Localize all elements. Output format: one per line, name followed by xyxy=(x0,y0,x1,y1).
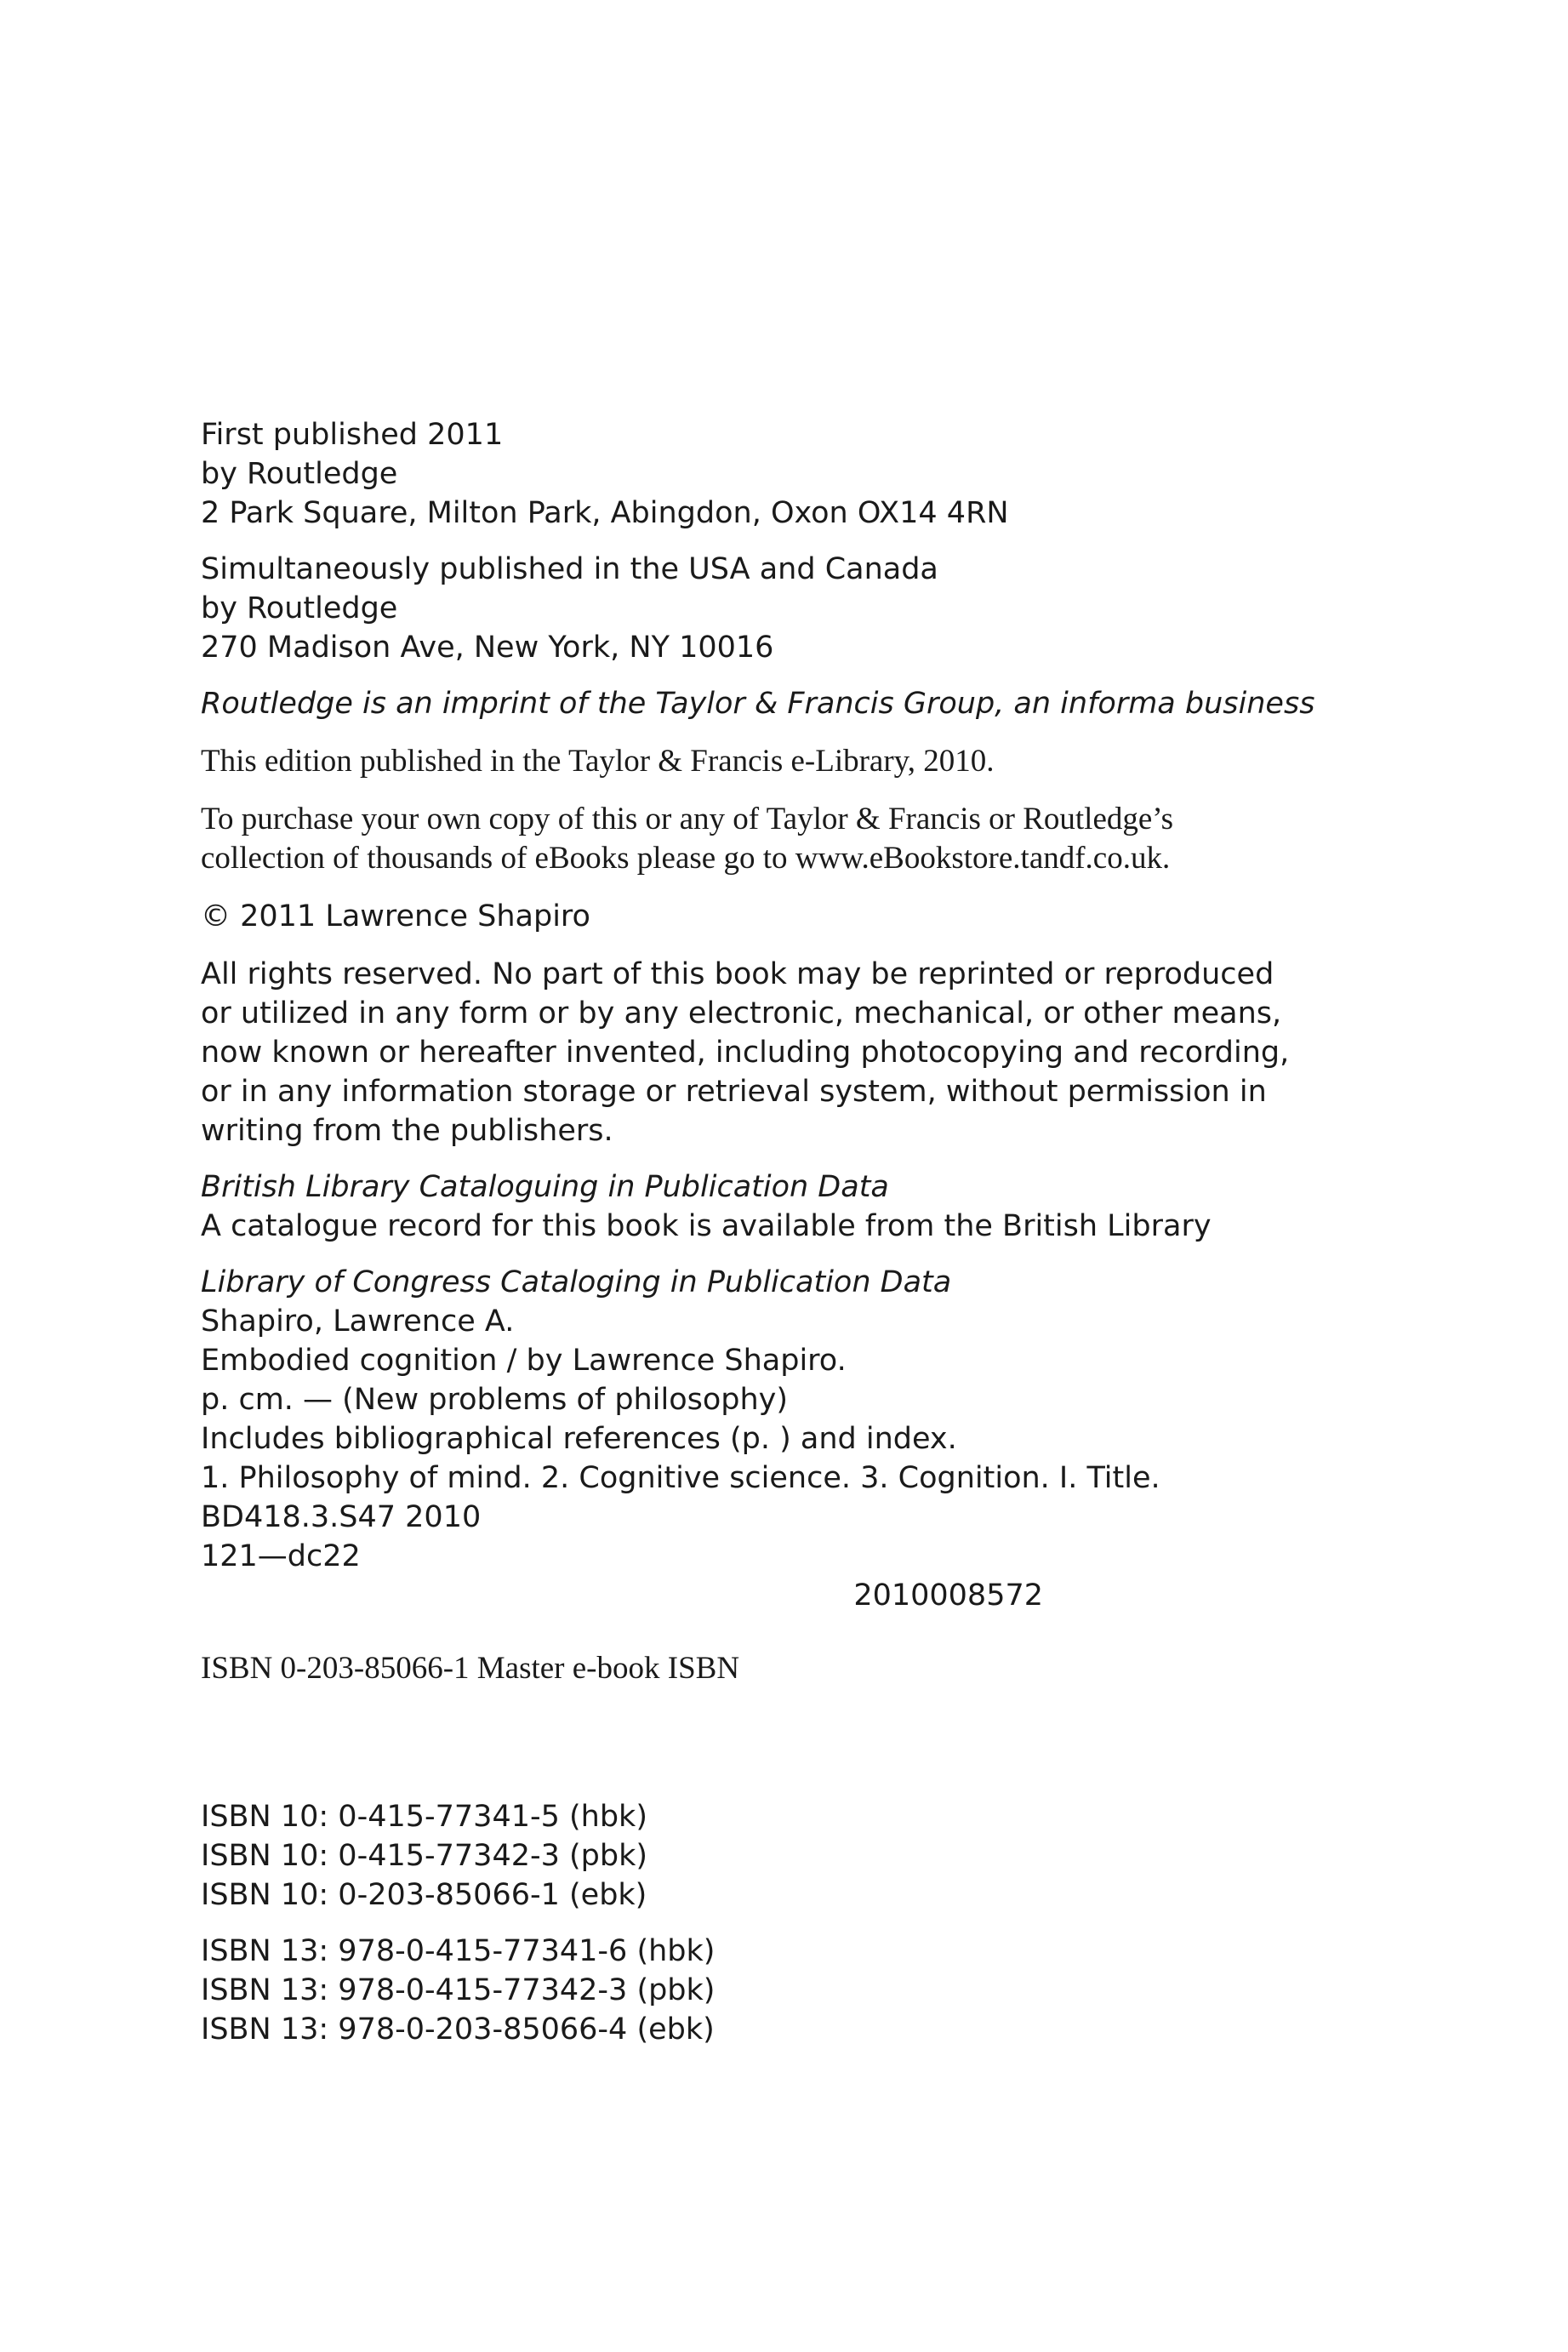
rights-line: writing from the publishers. xyxy=(201,1114,613,1148)
loc-line: 121—dc22 xyxy=(201,1539,361,1573)
isbn10-line: ISBN 10: 0-415-77341-5 (hbk) xyxy=(201,1800,647,1834)
isbn10-line: ISBN 10: 0-203-85066-1 (ebk) xyxy=(201,1878,647,1912)
usa-line: 270 Madison Ave, New York, NY 10016 xyxy=(201,631,774,665)
copyright-notice: © 2011 Lawrence Shapiro xyxy=(201,899,590,933)
publisher-line: by Routledge xyxy=(201,457,398,491)
usa-line: Simultaneously published in the USA and Canada xyxy=(201,552,938,586)
copyright-page xyxy=(201,415,1392,2049)
loc-line: p. cm. — (New problems of philosophy) xyxy=(201,1383,789,1417)
publisher-line: First published 2011 xyxy=(201,418,504,452)
publisher-line: 2 Park Square, Milton Park, Abingdon, Oxon OX14 4RN xyxy=(201,496,1009,530)
loc-heading: Library of Congress Cataloging in Publication Data xyxy=(201,1265,952,1299)
edition-note: This edition published in the Taylor & Francis e-Library, 2010. xyxy=(201,744,995,779)
purchase-line: collection of thousands of eBooks please go to www.eBookstore.tandf.co.uk. xyxy=(201,841,1171,876)
loc-line: 1. Philosophy of mind. 2. Cognitive science. 3. Cognition. I. Title. xyxy=(201,1461,1160,1495)
purchase-note xyxy=(201,800,1392,878)
rights-line: now known or hereafter invented, including photocopying and recording, xyxy=(201,1036,1290,1070)
british-library-text: A catalogue record for this book is available from the British Library xyxy=(201,1209,1212,1243)
rights-statement xyxy=(201,955,1392,1150)
isbn10-line: ISBN 10: 0-415-77342-3 (pbk) xyxy=(201,1839,648,1873)
isbn13-line: ISBN 13: 978-0-415-77341-6 (hbk) xyxy=(201,1934,716,1968)
isbn10-block xyxy=(201,1797,1392,1915)
usa-line: by Routledge xyxy=(201,591,398,625)
loc-line: Shapiro, Lawrence A. xyxy=(201,1304,515,1339)
loc-line: Includes bibliographical references (p. ) and index. xyxy=(201,1422,957,1456)
british-library-block xyxy=(201,1167,1392,1246)
isbn13-line: ISBN 13: 978-0-415-77342-3 (pbk) xyxy=(201,1973,716,2007)
loc-line: BD418.3.S47 2010 xyxy=(201,1500,482,1534)
isbn13-block xyxy=(201,1932,1392,2049)
rights-line: or in any information storage or retrieval system, without permission in xyxy=(201,1075,1267,1109)
usa-block xyxy=(201,550,1392,667)
loc-block xyxy=(201,1263,1392,1615)
rights-line: or utilized in any form or by any electronic, mechanical, or other means, xyxy=(201,996,1282,1030)
loc-control-number: 2010008572 xyxy=(853,1578,1043,1613)
imprint-note: Routledge is an imprint of the Taylor & Francis Group, an informa business xyxy=(201,687,1315,721)
publisher-block xyxy=(201,415,1392,533)
british-library-heading: British Library Cataloguing in Publication Data xyxy=(201,1170,889,1204)
isbn13-line: ISBN 13: 978-0-203-85066-4 (ebk) xyxy=(201,2012,715,2047)
loc-line: Embodied cognition / by Lawrence Shapiro. xyxy=(201,1344,847,1378)
master-isbn: ISBN 0-203-85066-1 Master e-book ISBN xyxy=(201,1651,740,1686)
purchase-line: To purchase your own copy of this or any of Taylor & Francis or Routledge’s xyxy=(201,802,1173,836)
rights-line: All rights reserved. No part of this book may be reprinted or reproduced xyxy=(201,957,1274,991)
